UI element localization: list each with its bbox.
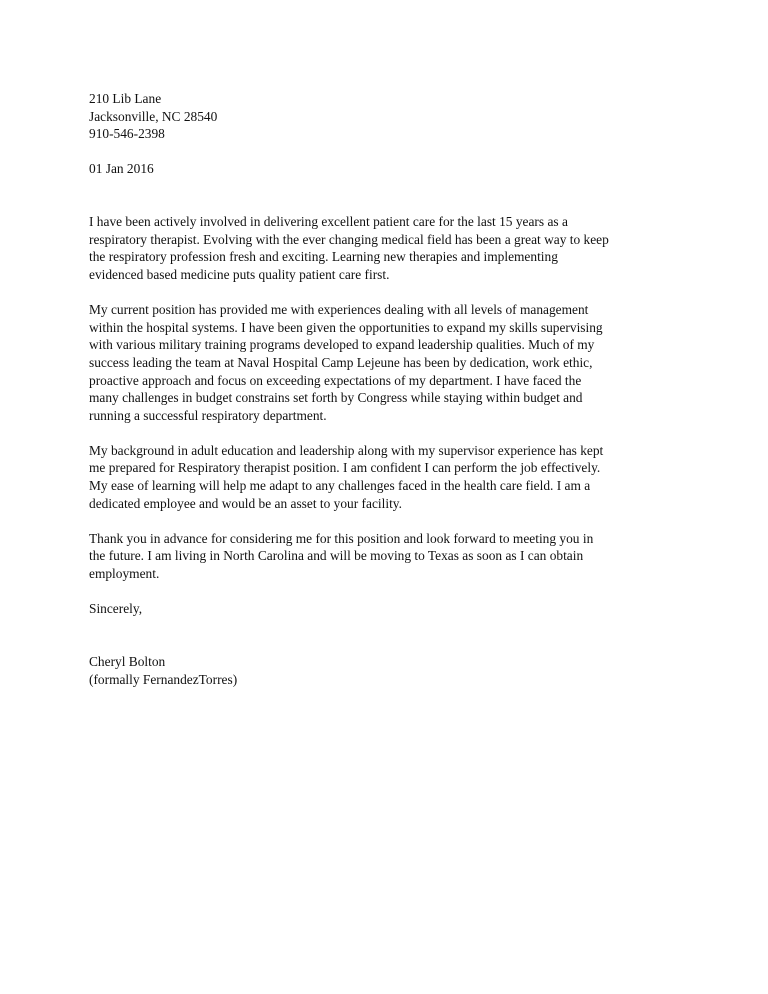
paragraph-line: me prepared for Respiratory therapist position. I am confident I can perform the job effectively.: [89, 460, 601, 476]
paragraph-line: My ease of learning will help me adapt to any challenges faced in the health care field. I am a: [89, 478, 591, 494]
paragraph-line: many challenges in budget constrains set forth by Congress while staying within budget and: [89, 390, 583, 406]
signature-block: [89, 653, 689, 688]
paragraph-line: I have been actively involved in delivering excellent patient care for the last 15 years as a: [89, 214, 568, 230]
paragraph-line: Thank you in advance for considering me for this position and look forward to meeting you in: [89, 530, 594, 546]
paragraph-line: dedicated employee and would be an asset to your facility.: [89, 495, 402, 511]
closing: Sincerely,: [89, 601, 143, 617]
sender-city-state-zip: Jacksonville, NC 28540: [89, 108, 218, 124]
signature-name: Cheryl Bolton: [89, 654, 166, 669]
paragraph-line: proactive approach and focus on exceeding expectations of my department. I have faced the: [89, 372, 582, 388]
letter-body: [89, 90, 689, 688]
paragraph-line: within the hospital systems. I have been given the opportunities to expand my skills supervising: [89, 319, 603, 335]
paragraph-line: the future. I am living in North Carolina and will be moving to Texas as soon as I can obtain: [89, 548, 584, 564]
signature-note: (formally FernandezTorres): [89, 671, 238, 687]
paragraph-line: My background in adult education and leadership along with my supervisor experience has kept: [89, 442, 604, 458]
paragraph-line: the respiratory profession fresh and exciting. Learning new therapies and implementing: [89, 249, 558, 265]
paragraph-line: employment.: [89, 566, 160, 582]
sender-phone: 910-546-2398: [89, 126, 165, 142]
paragraph-3: [89, 442, 689, 512]
sender-street: 210 Lib Lane: [89, 91, 162, 106]
letter-date: 01 Jan 2016: [89, 161, 154, 177]
sender-address: [89, 90, 689, 143]
paragraph-line: My current position has provided me with experiences dealing with all levels of management: [89, 302, 589, 318]
paragraph-line: running a successful respiratory department.: [89, 407, 327, 423]
paragraph-2: [89, 301, 689, 424]
paragraph-line: evidenced based medicine puts quality patient care first.: [89, 266, 390, 282]
paragraph-4: [89, 530, 689, 583]
paragraph-1: [89, 213, 689, 283]
paragraph-line: respiratory therapist. Evolving with the ever changing medical field has been a great way to keep: [89, 231, 609, 247]
paragraph-line: with various military training programs developed to expand leadership qualities. Much of my: [89, 337, 595, 353]
paragraph-line: success leading the team at Naval Hospital Camp Lejeune has been by dedication, work ethic,: [89, 354, 593, 370]
